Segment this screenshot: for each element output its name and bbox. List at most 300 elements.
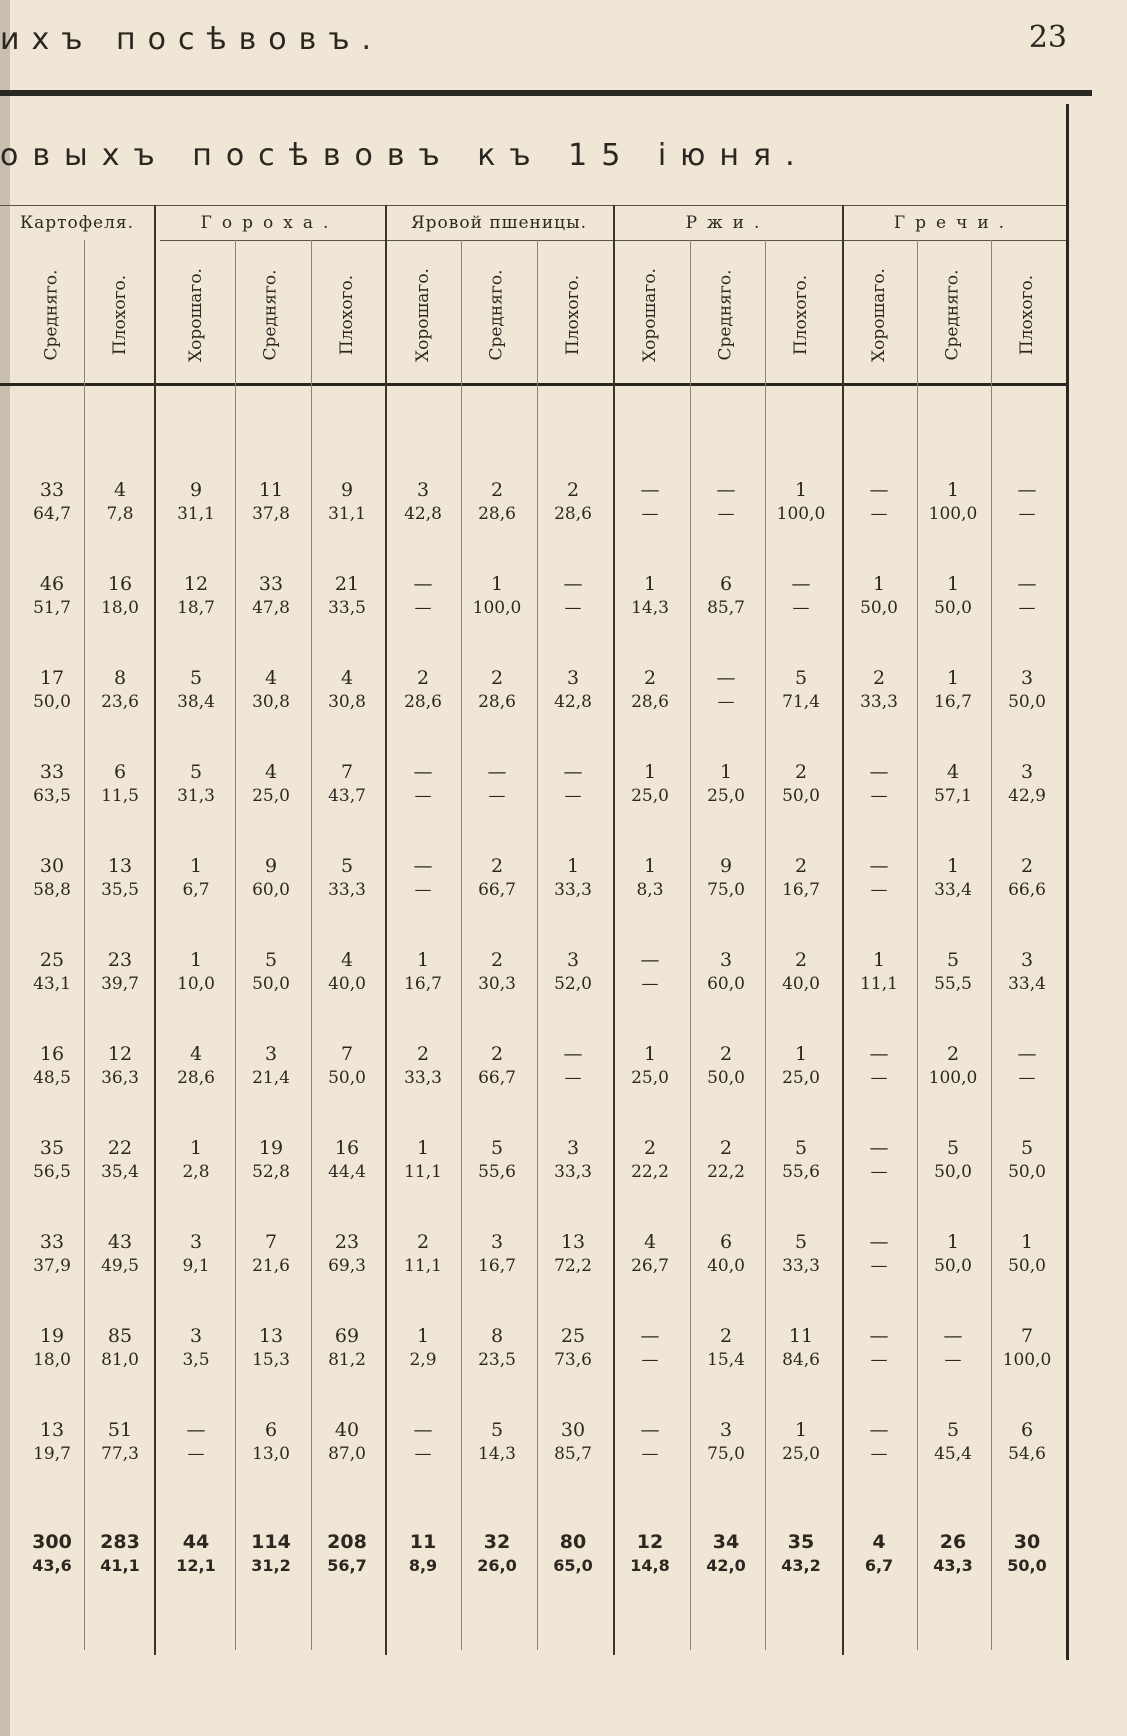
column-header-label: Средняго. (42, 269, 62, 361)
percent-value: — (870, 1162, 888, 1182)
column-header-label: Плохого. (110, 274, 131, 356)
count-value: 4 (189, 1043, 203, 1065)
count-value: 3 (490, 1231, 504, 1253)
table-cell (843, 854, 915, 902)
column-header-label: Средняго. (943, 269, 963, 361)
percent-value: — (414, 880, 432, 900)
count-value: 5 (490, 1419, 504, 1441)
percent-value: 50,0 (782, 786, 820, 806)
percent-value: 31,1 (328, 504, 366, 524)
count-value: 13 (39, 1419, 65, 1441)
count-value: 4 (946, 761, 960, 783)
page-edge (0, 0, 10, 1736)
count-value: 4 (340, 949, 354, 971)
percent-value: 25,0 (252, 786, 290, 806)
count-value: 4 (264, 761, 278, 783)
percent-value: 14,3 (478, 1444, 516, 1464)
total-cell (690, 1530, 762, 1578)
percent-value: 33,3 (554, 1162, 592, 1182)
percent-value: 69,3 (328, 1256, 366, 1276)
percent-value: 14,8 (630, 1556, 670, 1575)
count-value: — (869, 1325, 889, 1347)
column-header (614, 250, 686, 380)
count-value: 34 (712, 1531, 740, 1553)
count-value: 46 (39, 573, 65, 595)
percent-value: — (870, 504, 888, 524)
count-value: — (487, 761, 507, 783)
count-value: 16 (334, 1137, 360, 1159)
percent-value: — (641, 974, 659, 994)
percent-value: 81,0 (101, 1350, 139, 1370)
table-cell (537, 948, 609, 996)
table-cell (84, 854, 156, 902)
table-cell (84, 666, 156, 714)
table-cell (160, 1042, 232, 1090)
count-value: 3 (566, 1137, 580, 1159)
percent-value: 42,0 (706, 1556, 746, 1575)
percent-value: 65,0 (553, 1556, 593, 1575)
percent-value: — (717, 692, 735, 712)
table-cell (235, 1418, 307, 1466)
count-value: — (869, 1231, 889, 1253)
table-cell (311, 1230, 383, 1278)
table-cell (917, 1418, 989, 1466)
percent-value: 33,3 (554, 880, 592, 900)
percent-value: 49,5 (101, 1256, 139, 1276)
table-cell (387, 1324, 459, 1372)
table-cell (917, 1230, 989, 1278)
table-cell (16, 1042, 88, 1090)
percent-value: — (870, 1444, 888, 1464)
percent-value: 40,0 (328, 974, 366, 994)
table-cell (235, 572, 307, 620)
column-header-label: Хорошаго. (640, 268, 661, 362)
count-value: 85 (107, 1325, 133, 1347)
percent-value: 38,4 (177, 692, 215, 712)
count-value: 2 (490, 855, 504, 877)
count-value: 300 (32, 1531, 72, 1553)
percent-value: 16,7 (934, 692, 972, 712)
column-header-label: Хорошаго. (869, 268, 890, 362)
percent-value: 11,1 (404, 1256, 442, 1276)
percent-value: 28,6 (631, 692, 669, 712)
count-value: 3 (416, 479, 430, 501)
percent-value: 43,3 (933, 1556, 973, 1575)
column-header (917, 250, 989, 380)
table-cell (311, 1324, 383, 1372)
percent-value: — (488, 786, 506, 806)
total-cell (311, 1530, 383, 1578)
percent-value: 50,0 (860, 598, 898, 618)
percent-value: 73,6 (554, 1350, 592, 1370)
percent-value: 63,5 (33, 786, 71, 806)
percent-value: — (564, 1068, 582, 1088)
percent-value: 52,8 (252, 1162, 290, 1182)
table-cell (16, 854, 88, 902)
count-value: 6 (1020, 1419, 1034, 1441)
percent-value: 30,3 (478, 974, 516, 994)
table-cell (690, 572, 762, 620)
count-value: 9 (719, 855, 733, 877)
column-header (991, 250, 1063, 380)
table-cell (387, 1418, 459, 1466)
percent-value: 22,2 (707, 1162, 745, 1182)
percent-value: — (414, 598, 432, 618)
table-cell (843, 760, 915, 808)
count-value: 23 (334, 1231, 360, 1253)
total-cell (387, 1530, 459, 1578)
percent-value: 50,0 (1008, 1256, 1046, 1276)
percent-value: — (792, 598, 810, 618)
table-cell (387, 1230, 459, 1278)
percent-value: 50,0 (252, 974, 290, 994)
table-cell (765, 478, 837, 526)
table-cell (843, 666, 915, 714)
count-value: 7 (340, 761, 354, 783)
column-header (690, 250, 762, 380)
count-value: 5 (946, 949, 960, 971)
percent-value: 15,4 (707, 1350, 745, 1370)
table-cell (160, 1136, 232, 1184)
percent-value: 16,7 (404, 974, 442, 994)
running-head: ихъ посѣвовъ. (0, 22, 384, 57)
table-cell (461, 1324, 533, 1372)
count-value: 1 (189, 1137, 203, 1159)
table-cell (917, 1136, 989, 1184)
table-cell (843, 1136, 915, 1184)
table-cell (991, 948, 1063, 996)
table-cell (614, 478, 686, 526)
count-value: 1 (794, 479, 808, 501)
count-value: — (1017, 479, 1037, 501)
table-cell (843, 948, 915, 996)
table-cell (765, 1418, 837, 1466)
count-value: 2 (946, 1043, 960, 1065)
count-value: 51 (107, 1419, 133, 1441)
table-cell (16, 666, 88, 714)
percent-value: 64,7 (33, 504, 71, 524)
table-cell (84, 1230, 156, 1278)
percent-value: 50,0 (934, 1162, 972, 1182)
percent-value: 50,0 (1008, 692, 1046, 712)
table-cell (843, 572, 915, 620)
percent-value: 100,0 (472, 598, 522, 618)
table-cell (235, 1136, 307, 1184)
table-cell (537, 1324, 609, 1372)
count-value: 33 (258, 573, 284, 595)
percent-value: 48,5 (33, 1068, 71, 1088)
count-value: — (640, 949, 660, 971)
percent-value: 40,0 (707, 1256, 745, 1276)
count-value: 1 (719, 761, 733, 783)
group-header: Ржи. (685, 213, 770, 233)
table-cell (235, 478, 307, 526)
total-cell (16, 1530, 88, 1578)
table-cell (690, 666, 762, 714)
percent-value: 33,3 (860, 692, 898, 712)
percent-value: 25,0 (707, 786, 745, 806)
table-cell (690, 478, 762, 526)
count-value: 33 (39, 761, 65, 783)
count-value: 2 (794, 761, 808, 783)
count-value: 114 (251, 1531, 291, 1553)
table-cell (614, 666, 686, 714)
percent-value: 43,1 (33, 974, 71, 994)
count-value: 1 (643, 855, 657, 877)
percent-value: 33,4 (1008, 974, 1046, 994)
percent-value: 36,3 (101, 1068, 139, 1088)
table-cell (917, 1324, 989, 1372)
table-cell (387, 948, 459, 996)
count-value: 2 (643, 1137, 657, 1159)
count-value: 4 (872, 1531, 886, 1553)
table-cell (690, 1136, 762, 1184)
count-value: 5 (946, 1419, 960, 1441)
count-value: 9 (189, 479, 203, 501)
count-value: 25 (39, 949, 65, 971)
percent-value: 58,8 (33, 880, 71, 900)
percent-value: 18,7 (177, 598, 215, 618)
table-cell (991, 478, 1063, 526)
percent-value: 37,9 (33, 1256, 71, 1276)
table-cell (614, 948, 686, 996)
count-value: 3 (566, 667, 580, 689)
percent-value: 33,5 (328, 598, 366, 618)
table-cell (690, 948, 762, 996)
count-value: 40 (334, 1419, 360, 1441)
percent-value: 85,7 (554, 1444, 592, 1464)
table-cell (461, 854, 533, 902)
table-cell (991, 572, 1063, 620)
table-cell (461, 948, 533, 996)
count-value: — (869, 761, 889, 783)
percent-value: 39,7 (101, 974, 139, 994)
count-value: 2 (490, 667, 504, 689)
column-header (235, 250, 307, 380)
table-cell (387, 1136, 459, 1184)
column-header (160, 250, 232, 380)
top-rule (0, 90, 1092, 96)
page-number: 23 (1028, 20, 1067, 55)
table-cell (160, 1418, 232, 1466)
count-value: — (1017, 573, 1037, 595)
count-value: 21 (334, 573, 360, 595)
percent-value: 77,3 (101, 1444, 139, 1464)
percent-value: 16,7 (782, 880, 820, 900)
header-top-rule (0, 205, 1066, 206)
count-value: 5 (264, 949, 278, 971)
percent-value: 15,3 (252, 1350, 290, 1370)
column-header (16, 250, 88, 380)
table-cell (311, 666, 383, 714)
count-value: — (413, 761, 433, 783)
count-value: — (716, 479, 736, 501)
table-cell (917, 1042, 989, 1090)
percent-value: 2,9 (409, 1350, 437, 1370)
count-value: 1 (872, 573, 886, 595)
table-cell (387, 666, 459, 714)
percent-value: 11,5 (101, 786, 139, 806)
table-cell (765, 1324, 837, 1372)
count-value: 3 (566, 949, 580, 971)
table-cell (991, 1136, 1063, 1184)
percent-value: 56,5 (33, 1162, 71, 1182)
count-value: 12 (636, 1531, 664, 1553)
count-value: 6 (719, 1231, 733, 1253)
count-value: — (869, 1137, 889, 1159)
percent-value: 47,8 (252, 598, 290, 618)
table-cell (614, 854, 686, 902)
total-cell (765, 1530, 837, 1578)
percent-value: 54,6 (1008, 1444, 1046, 1464)
percent-value: — (414, 1444, 432, 1464)
table-cell (16, 478, 88, 526)
count-value: 26 (939, 1531, 967, 1553)
table-cell (690, 760, 762, 808)
table-cell (16, 1324, 88, 1372)
count-value: 5 (1020, 1137, 1034, 1159)
count-value: 2 (416, 667, 430, 689)
percent-value: 50,0 (1007, 1556, 1047, 1575)
table-cell (84, 1418, 156, 1466)
percent-value: 50,0 (707, 1068, 745, 1088)
table-cell (765, 948, 837, 996)
percent-value: 87,0 (328, 1444, 366, 1464)
column-header-label: Плохого. (337, 274, 358, 356)
count-value: 1 (872, 949, 886, 971)
column-header-label: Средняго. (261, 269, 281, 361)
percent-value: 23,5 (478, 1350, 516, 1370)
table-cell (461, 1418, 533, 1466)
count-value: 35 (39, 1137, 65, 1159)
count-value: 3 (719, 1419, 733, 1441)
count-value: 69 (334, 1325, 360, 1347)
count-value: 3 (189, 1325, 203, 1347)
count-value: — (791, 573, 811, 595)
table-cell (765, 1230, 837, 1278)
count-value: 30 (39, 855, 65, 877)
count-value: 2 (719, 1325, 733, 1347)
table-cell (461, 1136, 533, 1184)
count-value: — (186, 1419, 206, 1441)
count-value: 1 (794, 1043, 808, 1065)
percent-value: — (564, 786, 582, 806)
percent-value: 14,3 (631, 598, 669, 618)
table-cell (917, 760, 989, 808)
percent-value: 9,1 (182, 1256, 210, 1276)
count-value: — (1017, 1043, 1037, 1065)
count-value: 1 (946, 1231, 960, 1253)
percent-value: 50,0 (934, 598, 972, 618)
group-header: Гречи. (893, 213, 1015, 233)
percent-value: 100,0 (776, 504, 826, 524)
percent-value: 8,9 (408, 1556, 438, 1575)
count-value: 1 (643, 573, 657, 595)
table-cell (160, 854, 232, 902)
count-value: 3 (1020, 949, 1034, 971)
count-value: 2 (794, 855, 808, 877)
column-header (765, 250, 837, 380)
table-cell (461, 572, 533, 620)
count-value: 2 (490, 949, 504, 971)
count-value: 12 (183, 573, 209, 595)
count-value: 5 (794, 667, 808, 689)
group-header: Гороха. (200, 213, 339, 233)
table-cell (160, 948, 232, 996)
percent-value: 55,6 (782, 1162, 820, 1182)
column-header (387, 250, 459, 380)
percent-value: 60,0 (252, 880, 290, 900)
table-cell (537, 1136, 609, 1184)
percent-value: 33,4 (934, 880, 972, 900)
table-cell (614, 1136, 686, 1184)
percent-value: 21,6 (252, 1256, 290, 1276)
count-value: 2 (490, 479, 504, 501)
table-cell (387, 760, 459, 808)
percent-value: 57,1 (934, 786, 972, 806)
count-value: 1 (946, 573, 960, 595)
percent-value: 18,0 (33, 1350, 71, 1370)
count-value: 16 (107, 573, 133, 595)
column-header (461, 250, 533, 380)
table-cell (84, 948, 156, 996)
count-value: 11 (258, 479, 284, 501)
table-cell (991, 1418, 1063, 1466)
percent-value: 31,1 (177, 504, 215, 524)
count-value: — (563, 573, 583, 595)
table-cell (235, 948, 307, 996)
count-value: 25 (560, 1325, 586, 1347)
count-value: 33 (39, 1231, 65, 1253)
table-cell (614, 1418, 686, 1466)
percent-value: — (564, 598, 582, 618)
percent-value: — (870, 1350, 888, 1370)
count-value: 1 (946, 667, 960, 689)
table-cell (84, 1324, 156, 1372)
count-value: 5 (794, 1231, 808, 1253)
count-value: 5 (189, 761, 203, 783)
count-value: — (640, 1325, 660, 1347)
count-value: — (716, 667, 736, 689)
percent-value: 10,0 (177, 974, 215, 994)
percent-value: — (641, 1350, 659, 1370)
column-header-label: Плохого. (1017, 274, 1038, 356)
percent-value: 13,0 (252, 1444, 290, 1464)
percent-value: — (870, 1256, 888, 1276)
percent-value: 43,6 (32, 1556, 72, 1575)
percent-value: 33,3 (404, 1068, 442, 1088)
percent-value: 35,4 (101, 1162, 139, 1182)
table-cell (16, 1418, 88, 1466)
percent-value: 6,7 (864, 1556, 894, 1575)
count-value: 3 (719, 949, 733, 971)
count-value: 2 (1020, 855, 1034, 877)
table-cell (843, 1042, 915, 1090)
count-value: 1 (946, 855, 960, 877)
percent-value: 25,0 (631, 1068, 669, 1088)
count-value: 208 (327, 1531, 367, 1553)
count-value: 2 (490, 1043, 504, 1065)
count-value: 1 (566, 855, 580, 877)
table-cell (387, 1042, 459, 1090)
table-cell (991, 1324, 1063, 1372)
count-value: 4 (643, 1231, 657, 1253)
count-value: 6 (719, 573, 733, 595)
count-value: 2 (719, 1043, 733, 1065)
table-cell (991, 666, 1063, 714)
percent-value: 7,8 (106, 504, 134, 524)
percent-value: 71,4 (782, 692, 820, 712)
